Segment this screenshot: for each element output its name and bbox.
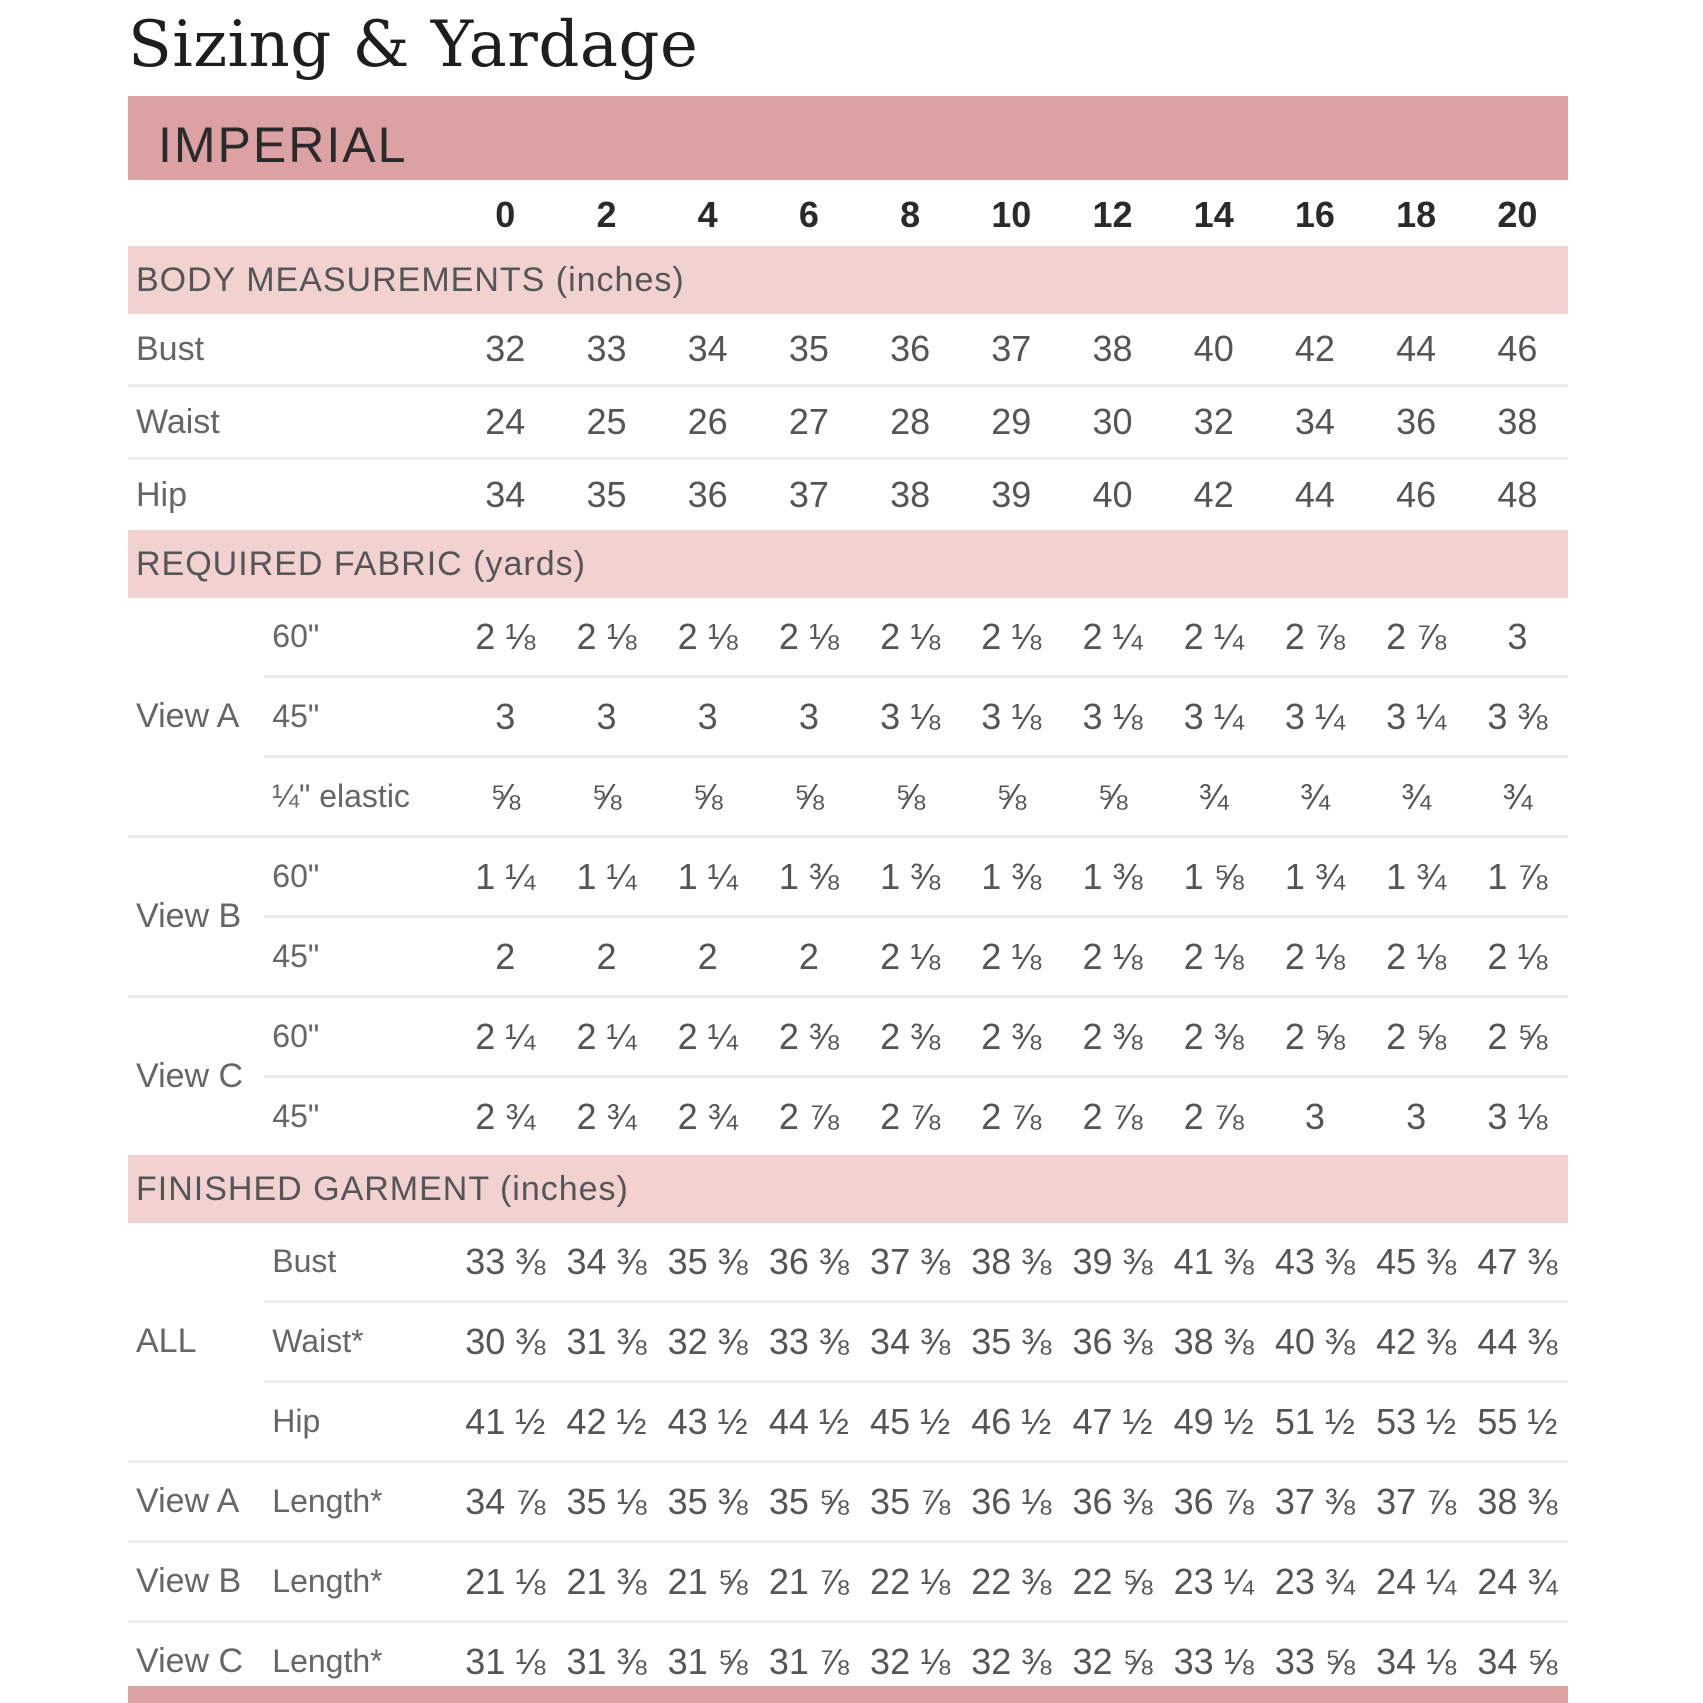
- value-cell: 39: [991, 474, 1032, 515]
- value-cell: 2: [455, 917, 556, 997]
- value-cell: 2 ⅛: [1163, 917, 1264, 997]
- value-cell: 36: [1366, 386, 1467, 459]
- unit-system-banner: [128, 96, 1568, 180]
- value-cell: 25: [556, 386, 657, 459]
- view-label: View B: [128, 1542, 264, 1622]
- value-cell: 2 ⅛: [1366, 917, 1467, 997]
- value-cell: 2: [758, 917, 859, 997]
- measurement-label: Length*: [264, 1462, 454, 1542]
- value-cell: 40 ⅜: [1264, 1302, 1365, 1382]
- value-cell: 35 ⅜: [961, 1302, 1062, 1382]
- fabric-width-label: 60": [264, 997, 454, 1077]
- value-cell: 32 ⅜: [971, 1640, 1052, 1682]
- value-cell: 21 ⅞: [758, 1542, 859, 1622]
- view-label: View C: [136, 1057, 244, 1095]
- value-cell: 49 ½: [1163, 1382, 1264, 1462]
- fabric-width-label: ¼" elastic: [264, 757, 454, 837]
- value-cell: 1 ⅜: [961, 837, 1062, 917]
- value-cell: 43 ½: [657, 1382, 758, 1462]
- value-cell: 53 ½: [1366, 1382, 1467, 1462]
- value-cell: 3: [657, 677, 758, 757]
- value-cell: 33 ⅝: [1274, 1640, 1355, 1682]
- size-header: 4: [697, 194, 718, 235]
- value-cell: 2: [556, 917, 657, 997]
- value-cell: 37 ⅜: [1264, 1462, 1365, 1542]
- value-cell: 23 ¼: [1163, 1542, 1264, 1622]
- value-cell: 21 ⅛: [455, 1542, 556, 1622]
- body-measurements-header: [128, 246, 1568, 314]
- value-cell: 2 ⅞: [880, 1095, 941, 1137]
- value-cell: 2 ⅞: [1366, 598, 1467, 677]
- size-header: 18: [1396, 194, 1437, 235]
- fabric-width-label: 60": [264, 598, 454, 677]
- size-header: 10: [991, 194, 1032, 235]
- value-cell: ¾: [1264, 757, 1365, 837]
- size-header: 6: [798, 194, 819, 235]
- value-cell: 47 ⅜: [1467, 1223, 1568, 1302]
- row-label: Bust: [128, 314, 455, 386]
- value-cell: 39 ⅜: [1062, 1223, 1163, 1302]
- value-cell: 3 ¼: [1163, 677, 1264, 757]
- value-cell: 38: [1062, 314, 1163, 386]
- value-cell: 36: [859, 314, 960, 386]
- body-measurements-header-label: BODY MEASUREMENTS (inches): [128, 246, 1568, 314]
- value-cell: 33 ⅜: [758, 1302, 859, 1382]
- value-cell: ⅝: [455, 757, 556, 837]
- value-cell: ⅝: [961, 757, 1062, 837]
- value-cell: 38: [1467, 386, 1568, 459]
- value-cell: 40: [1163, 314, 1264, 386]
- value-cell: 2 ⅛: [758, 598, 859, 677]
- value-cell: 35 ⅜: [657, 1462, 758, 1542]
- value-cell: 35 ⅞: [859, 1462, 960, 1542]
- value-cell: 2 ¼: [455, 997, 556, 1077]
- value-cell: 44: [1294, 474, 1335, 515]
- value-cell: 44: [1366, 314, 1467, 386]
- fabric-row: [128, 757, 1568, 837]
- finished-garment-header: [128, 1155, 1568, 1223]
- value-cell: 36 ⅜: [1062, 1462, 1163, 1542]
- value-cell: 36 ⅜: [1062, 1302, 1163, 1382]
- measurement-label: Bust: [264, 1223, 454, 1302]
- value-cell: 2 ⅜: [1062, 997, 1163, 1077]
- value-cell: 3 ⅛: [859, 677, 960, 757]
- value-cell: 2 ⅜: [1163, 997, 1264, 1077]
- value-cell: 51 ½: [1264, 1382, 1365, 1462]
- blank-header: [128, 184, 264, 246]
- value-cell: 22 ⅝: [1062, 1542, 1163, 1622]
- value-cell: 2 ⅞: [1264, 598, 1365, 677]
- size-header: 16: [1294, 194, 1335, 235]
- value-cell: 3 ¼: [1366, 677, 1467, 757]
- value-cell: 31 ⅜: [556, 1302, 657, 1382]
- value-cell: 24 ¼: [1366, 1542, 1467, 1622]
- value-cell: 34: [485, 474, 526, 515]
- blank-header: [264, 184, 454, 246]
- value-cell: 3 ⅜: [1467, 677, 1568, 757]
- value-cell: 36: [687, 474, 728, 515]
- view-label: View A: [128, 598, 264, 837]
- value-cell: 34 ⅝: [1477, 1640, 1558, 1682]
- value-cell: 2 ⅛: [1467, 917, 1568, 997]
- value-cell: 22 ⅛: [859, 1542, 960, 1622]
- value-cell: 35 ⅝: [758, 1462, 859, 1542]
- value-cell: 2 ⅛: [657, 598, 758, 677]
- value-cell: 2 ⅛: [859, 917, 960, 997]
- value-cell: 36 ⅞: [1163, 1462, 1264, 1542]
- row-label: Hip: [136, 475, 188, 514]
- sizing-table: [128, 184, 1568, 1700]
- value-cell: 2: [657, 917, 758, 997]
- value-cell: 24: [455, 386, 556, 459]
- size-header: 8: [900, 194, 921, 235]
- value-cell: 3: [455, 677, 556, 757]
- value-cell: 37: [788, 474, 829, 515]
- value-cell: 3: [556, 677, 657, 757]
- size-header: 2: [596, 194, 617, 235]
- value-cell: 30 ⅜: [455, 1302, 556, 1382]
- value-cell: 3: [1304, 1095, 1325, 1137]
- value-cell: 38 ⅜: [1163, 1302, 1264, 1382]
- value-cell: 2 ⅜: [961, 997, 1062, 1077]
- value-cell: 2 ⅛: [1264, 917, 1365, 997]
- value-cell: 42: [1264, 314, 1365, 386]
- value-cell: 35 ⅜: [657, 1223, 758, 1302]
- value-cell: 32 ⅝: [1072, 1640, 1153, 1682]
- value-cell: 2 ⅛: [859, 598, 960, 677]
- value-cell: 3 ⅛: [961, 677, 1062, 757]
- fabric-width-label: 45": [272, 1098, 320, 1134]
- value-cell: 1 ¾: [1366, 837, 1467, 917]
- value-cell: ⅝: [758, 757, 859, 837]
- value-cell: 29: [961, 386, 1062, 459]
- fabric-width-label: 45": [264, 677, 454, 757]
- value-cell: 35: [586, 474, 627, 515]
- value-cell: 48: [1497, 474, 1538, 515]
- value-cell: 3: [1406, 1095, 1427, 1137]
- view-label: View A: [128, 1462, 264, 1542]
- value-cell: 21 ⅜: [556, 1542, 657, 1622]
- value-cell: 24 ¾: [1467, 1542, 1568, 1622]
- value-cell: 38 ⅜: [961, 1223, 1062, 1302]
- bottom-banner-edge: [128, 1686, 1568, 1703]
- value-cell: 44 ⅜: [1467, 1302, 1568, 1382]
- value-cell: 34 ⅞: [455, 1462, 556, 1542]
- value-cell: 33 ⅜: [455, 1223, 556, 1302]
- value-cell: 34 ⅜: [859, 1302, 960, 1382]
- all-label: ALL: [128, 1223, 264, 1462]
- value-cell: 3: [1467, 598, 1568, 677]
- value-cell: 1 ⅝: [1163, 837, 1264, 917]
- value-cell: 31 ⅝: [667, 1640, 748, 1682]
- value-cell: 2 ⅛: [961, 917, 1062, 997]
- size-header: 14: [1193, 194, 1234, 235]
- unit-system-label: IMPERIAL: [158, 117, 408, 173]
- value-cell: ¾: [1163, 757, 1264, 837]
- value-cell: 38: [890, 474, 931, 515]
- value-cell: 1 ⅜: [859, 837, 960, 917]
- value-cell: ⅝: [1062, 757, 1163, 837]
- fabric-width-label: 45": [264, 917, 454, 997]
- value-cell: 31 ⅛: [465, 1640, 546, 1682]
- value-cell: 2 ⅝: [1264, 997, 1365, 1077]
- fabric-row: [128, 917, 1568, 997]
- measurement-label: Hip: [264, 1382, 454, 1462]
- value-cell: 3 ¼: [1264, 677, 1365, 757]
- value-cell: 2 ⅛: [961, 598, 1062, 677]
- value-cell: 1 ⅜: [758, 837, 859, 917]
- body-row: [128, 386, 1568, 459]
- value-cell: 34: [657, 314, 758, 386]
- page-title: Sizing & Yardage: [128, 8, 699, 82]
- value-cell: 41 ⅜: [1163, 1223, 1264, 1302]
- value-cell: 46: [1467, 314, 1568, 386]
- value-cell: 2 ¼: [556, 997, 657, 1077]
- value-cell: 42: [1193, 474, 1234, 515]
- value-cell: 3 ⅛: [1487, 1095, 1548, 1137]
- value-cell: 32: [455, 314, 556, 386]
- value-cell: 2 ¼: [657, 997, 758, 1077]
- value-cell: 2 ⅞: [981, 1095, 1042, 1137]
- measurement-label: Length*: [272, 1643, 383, 1679]
- length-row: [128, 1542, 1568, 1622]
- value-cell: 2 ¼: [1062, 598, 1163, 677]
- view-label: View C: [136, 1642, 244, 1680]
- value-cell: 1 ⅜: [1062, 837, 1163, 917]
- fabric-row: [128, 837, 1568, 917]
- value-cell: 2 ⅞: [1082, 1095, 1143, 1137]
- value-cell: 47 ½: [1062, 1382, 1163, 1462]
- value-cell: 45 ⅜: [1366, 1223, 1467, 1302]
- finished-row: [128, 1223, 1568, 1302]
- value-cell: 32 ⅜: [657, 1302, 758, 1382]
- value-cell: 26: [657, 386, 758, 459]
- value-cell: 42 ½: [556, 1382, 657, 1462]
- value-cell: 30: [1062, 386, 1163, 459]
- fabric-row: [128, 997, 1568, 1077]
- value-cell: 32 ⅛: [870, 1640, 951, 1682]
- value-cell: 2 ¾: [677, 1095, 738, 1137]
- value-cell: 38 ⅜: [1467, 1462, 1568, 1542]
- value-cell: 1 ¼: [455, 837, 556, 917]
- value-cell: 1 ⅞: [1467, 837, 1568, 917]
- value-cell: 2 ⅞: [1183, 1095, 1244, 1137]
- fabric-row: [128, 598, 1568, 677]
- value-cell: 2 ¼: [1163, 598, 1264, 677]
- value-cell: 34 ⅛: [1376, 1640, 1457, 1682]
- value-cell: 1 ¼: [556, 837, 657, 917]
- value-cell: 36 ⅜: [758, 1223, 859, 1302]
- measurement-label: Waist*: [264, 1302, 454, 1382]
- value-cell: 55 ½: [1467, 1382, 1568, 1462]
- value-cell: 31 ⅞: [768, 1640, 849, 1682]
- fabric-row: [128, 1077, 1568, 1156]
- value-cell: 34 ⅜: [556, 1223, 657, 1302]
- value-cell: ¾: [1467, 757, 1568, 837]
- fabric-row: [128, 677, 1568, 757]
- value-cell: 23 ¾: [1264, 1542, 1365, 1622]
- value-cell: ⅝: [859, 757, 960, 837]
- value-cell: 34: [1264, 386, 1365, 459]
- size-header-row: [128, 184, 1568, 246]
- value-cell: 21 ⅝: [657, 1542, 758, 1622]
- value-cell: 43 ⅜: [1264, 1223, 1365, 1302]
- value-cell: 1 ¾: [1264, 837, 1365, 917]
- value-cell: 44 ½: [758, 1382, 859, 1462]
- body-row: [128, 459, 1568, 531]
- value-cell: 3: [758, 677, 859, 757]
- size-header: 0: [495, 194, 516, 235]
- value-cell: 2 ⅛: [1062, 917, 1163, 997]
- size-header: 12: [1092, 194, 1133, 235]
- body-row: [128, 314, 1568, 386]
- value-cell: 45 ½: [859, 1382, 960, 1462]
- value-cell: 2 ⅜: [859, 997, 960, 1077]
- value-cell: 2 ⅞: [778, 1095, 839, 1137]
- size-header: 20: [1497, 194, 1538, 235]
- value-cell: 27: [758, 386, 859, 459]
- value-cell: 33: [556, 314, 657, 386]
- value-cell: 37: [961, 314, 1062, 386]
- value-cell: 2 ⅝: [1366, 997, 1467, 1077]
- value-cell: ⅝: [556, 757, 657, 837]
- required-fabric-header-label: REQUIRED FABRIC (yards): [128, 530, 1568, 598]
- value-cell: ⅝: [657, 757, 758, 837]
- value-cell: 22 ⅜: [961, 1542, 1062, 1622]
- value-cell: 40: [1092, 474, 1133, 515]
- value-cell: 31 ⅜: [566, 1640, 647, 1682]
- value-cell: 46 ½: [961, 1382, 1062, 1462]
- value-cell: 3 ⅛: [1062, 677, 1163, 757]
- value-cell: 35 ⅛: [556, 1462, 657, 1542]
- fabric-width-label: 60": [264, 837, 454, 917]
- view-label: View B: [128, 837, 264, 997]
- value-cell: 1 ¼: [657, 837, 758, 917]
- value-cell: 2 ⅜: [758, 997, 859, 1077]
- finished-row: [128, 1302, 1568, 1382]
- value-cell: 37 ⅞: [1366, 1462, 1467, 1542]
- value-cell: 33 ⅛: [1173, 1640, 1254, 1682]
- value-cell: 35: [758, 314, 859, 386]
- value-cell: 2 ⅛: [556, 598, 657, 677]
- row-label: Waist: [128, 386, 455, 459]
- length-row: [128, 1462, 1568, 1542]
- value-cell: 2 ¾: [475, 1095, 536, 1137]
- value-cell: 2 ⅛: [455, 598, 556, 677]
- value-cell: 37 ⅜: [859, 1223, 960, 1302]
- finished-garment-header-label: FINISHED GARMENT (inches): [128, 1155, 1568, 1223]
- measurement-label: Length*: [264, 1542, 454, 1622]
- finished-row: [128, 1382, 1568, 1462]
- value-cell: 32: [1163, 386, 1264, 459]
- value-cell: 36 ⅛: [961, 1462, 1062, 1542]
- value-cell: ¾: [1366, 757, 1467, 837]
- value-cell: 28: [859, 386, 960, 459]
- value-cell: 42 ⅜: [1366, 1302, 1467, 1382]
- value-cell: 41 ½: [455, 1382, 556, 1462]
- value-cell: 2 ⅝: [1467, 997, 1568, 1077]
- required-fabric-header: [128, 530, 1568, 598]
- value-cell: 46: [1396, 474, 1437, 515]
- value-cell: 2 ¾: [576, 1095, 637, 1137]
